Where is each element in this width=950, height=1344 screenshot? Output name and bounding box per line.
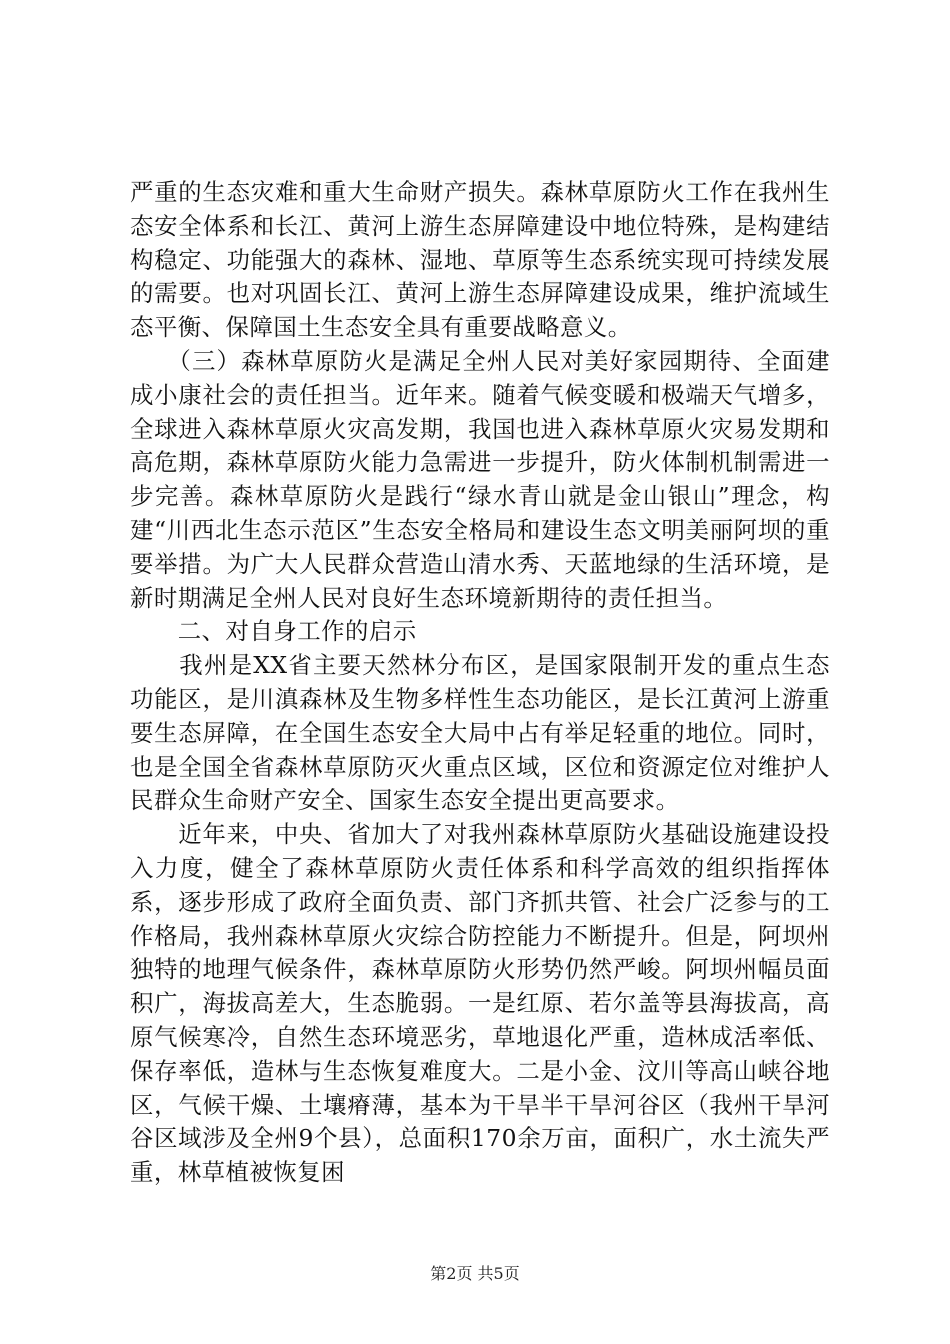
section-heading-two: 二、对自身工作的启示 [130, 617, 417, 646]
paragraph-ecological-importance: 严重的生态灾难和重大生命财产损失。森林草原防火工作在我州生态安全体系和长江、黄河上游生态屏障建设中地位特殊，是构建结构稳定、功能强大的森林、湿地、草原等生态系统实现可持续发展的需要。也对巩固长江、黄河上游生态屏障建设成果，维护流域生态平衡、保障国土生态安全具有重要战略意义。 [130, 178, 830, 342]
page-number-footer: 第2页 共5页 [430, 1264, 520, 1283]
paragraph-region-overview: 我州是XX省主要天然林分布区，是国家限制开发的重点生态功能区，是川滇森林及生物多样性生态功能区，是长江黄河上游重要生态屏障，在全国生态安全大局中占有举足轻重的地位。同时，也是全国全省森林草原防灭火重点区域，区位和资源定位对维护人民群众生命财产安全、国家生态安全提出更高要求。 [130, 651, 830, 815]
paragraph-section-three: （三）森林草原防火是满足全州人民对美好家园期待、全面建成小康社会的责任担当。近年来。随着气候变暖和极端天气增多，全球进入森林草原火灾高发期，我国也进入森林草原火灾易发期和高危期，森林草原防火能力急需进一步提升，防火体制机制需进一步完善。森林草原防火是践行“绿水青山就是金山银山”理念，构建“川西北生态示范区”生态安全格局和建设生态文明美丽阿坝的重要举措。为广大人民群众营造山清水秀、天蓝地绿的生活环境，是新时期满足全州人民对良好生态环境新期待的责任担当。 [130, 346, 830, 612]
document-body [130, 176, 830, 1190]
paragraph-recent-progress: 近年来，中央、省加大了对我州森林草原防火基础设施建设投入力度，健全了森林草原防火责任体系和科学高效的组织指挥体系，逐步形成了政府全面负责、部门齐抓共管、社会广泛参与的工作格局，我州森林草原火灾综合防控能力不断提升。但是，阿坝州独特的地理气候条件，森林草原防火形势仍然严峻。阿坝州幅员面积广，海拔高差大，生态脆弱。一是红原、若尔盖等县海拔高，高原气候寒冷，自然生态环境恶劣，草地退化严重，造林成活率低、保存率低，造林与生态恢复难度大。二是小金、汶川等高山峡谷地区，气候干燥、土壤瘠薄，基本为干旱半干旱河谷区（我州干旱河谷区域涉及全州9个县），总面积170余万亩，面积广，水土流失严重，林草植被恢复困 [130, 820, 830, 1187]
